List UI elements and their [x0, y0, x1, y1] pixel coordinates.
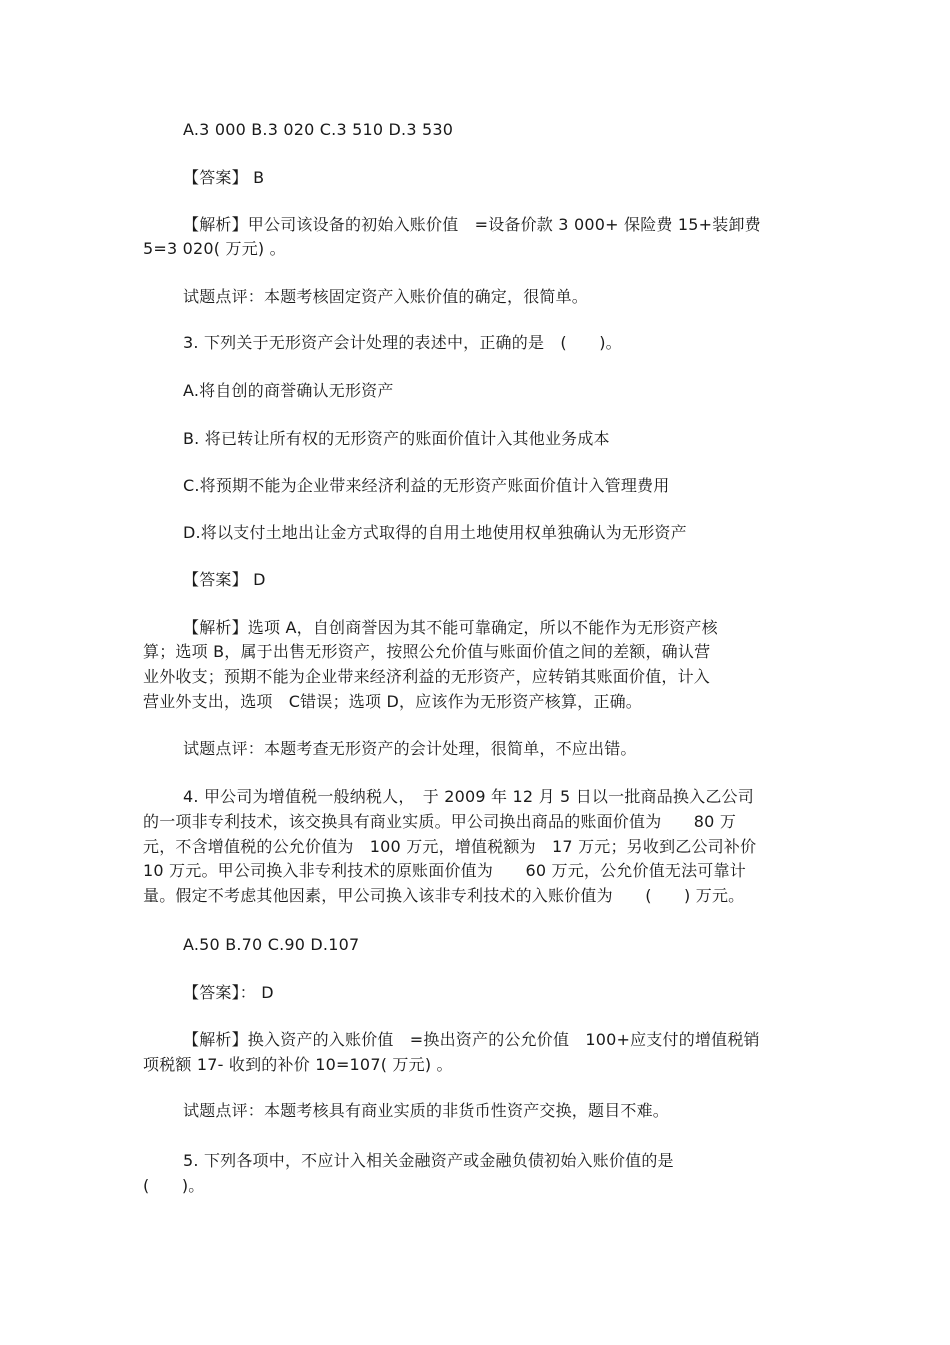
q4-comment: 试题点评：本题考核具有商业实质的非货币性资产交换，题目不难。 — [183, 1101, 670, 1120]
q4-options: A.50 B.70 C.90 D.107 — [183, 935, 360, 954]
q3-analysis-line-4: 营业外支出，选项 C错误；选项 D，应该作为无形资产核算，正确。 — [143, 692, 642, 711]
q3-option-d: D.将以支付土地出让金方式取得的自用土地使用权单独确认为无形资产 — [183, 523, 687, 542]
q3-answer: 【答案】 D — [183, 570, 266, 589]
q2-options: A.3 000 B.3 020 C.3 510 D.3 530 — [183, 120, 454, 139]
q5-stem-line-2: ( )。 — [143, 1176, 205, 1195]
q2-answer: 【答案】 B — [183, 168, 265, 187]
q4-stem-line-1: 4. 甲公司为增值税一般纳税人， 于 2009 年 12 月 5 日以一批商品换入乙公司 — [183, 787, 754, 806]
q4-analysis-line-2: 项税额 17- 收到的补价 10=107( 万元) 。 — [143, 1055, 453, 1074]
q2-analysis-line-2: 5=3 020( 万元) 。 — [143, 239, 286, 258]
q3-analysis-line-3: 业外收支；预期不能为企业带来经济利益的无形资产，应转销其账面价值，计入 — [143, 667, 711, 686]
q5-stem-line-1: 5. 下列各项中，不应计入相关金融资产或金融负债初始入账价值的是 — [183, 1151, 674, 1170]
q2-analysis-line-1: 【解析】甲公司该设备的初始入账价值 =设备价款 3 000+ 保险费 15+装卸费 — [183, 215, 761, 234]
q4-stem-line-4: 10 万元。甲公司换入非专利技术的原账面价值为 60 万元，公允价值无法可靠计 — [143, 861, 746, 880]
q3-option-b: B. 将已转让所有权的无形资产的账面价值计入其他业务成本 — [183, 429, 610, 448]
q4-stem-line-2: 的一项非专利技术，该交换具有商业实质。甲公司换出商品的账面价值为 80 万 — [143, 812, 737, 831]
q4-stem-line-5: 量。假定不考虑其他因素，甲公司换入该非专利技术的入账价值为 ( ) 万元。 — [143, 886, 745, 905]
q4-analysis-line-1: 【解析】换入资产的入账价值 =换出资产的公允价值 100+应支付的增值税销 — [183, 1030, 760, 1049]
q3-stem: 3. 下列关于无形资产会计处理的表述中，正确的是 ( )。 — [183, 333, 622, 352]
q3-analysis-line-2: 算；选项 B，属于出售无形资产，按照公允价值与账面价值之间的差额，确认营 — [143, 642, 711, 661]
q3-comment: 试题点评：本题考查无形资产的会计处理，很简单，不应出错。 — [183, 739, 637, 758]
q4-stem-line-3: 元，不含增值税的公允价值为 100 万元，增值税额为 17 万元；另收到乙公司补价 — [143, 837, 757, 856]
q4-answer: 【答案】： D — [183, 983, 274, 1002]
q2-comment: 试题点评：本题考核固定资产入账价值的确定，很简单。 — [183, 287, 589, 306]
q3-option-c: C.将预期不能为企业带来经济利益的无形资产账面价值计入管理费用 — [183, 476, 670, 495]
q3-option-a: A.将自创的商誉确认无形资产 — [183, 381, 394, 400]
q3-analysis-line-1: 【解析】选项 A，自创商誉因为其不能可靠确定，所以不能作为无形资产核 — [183, 618, 718, 637]
